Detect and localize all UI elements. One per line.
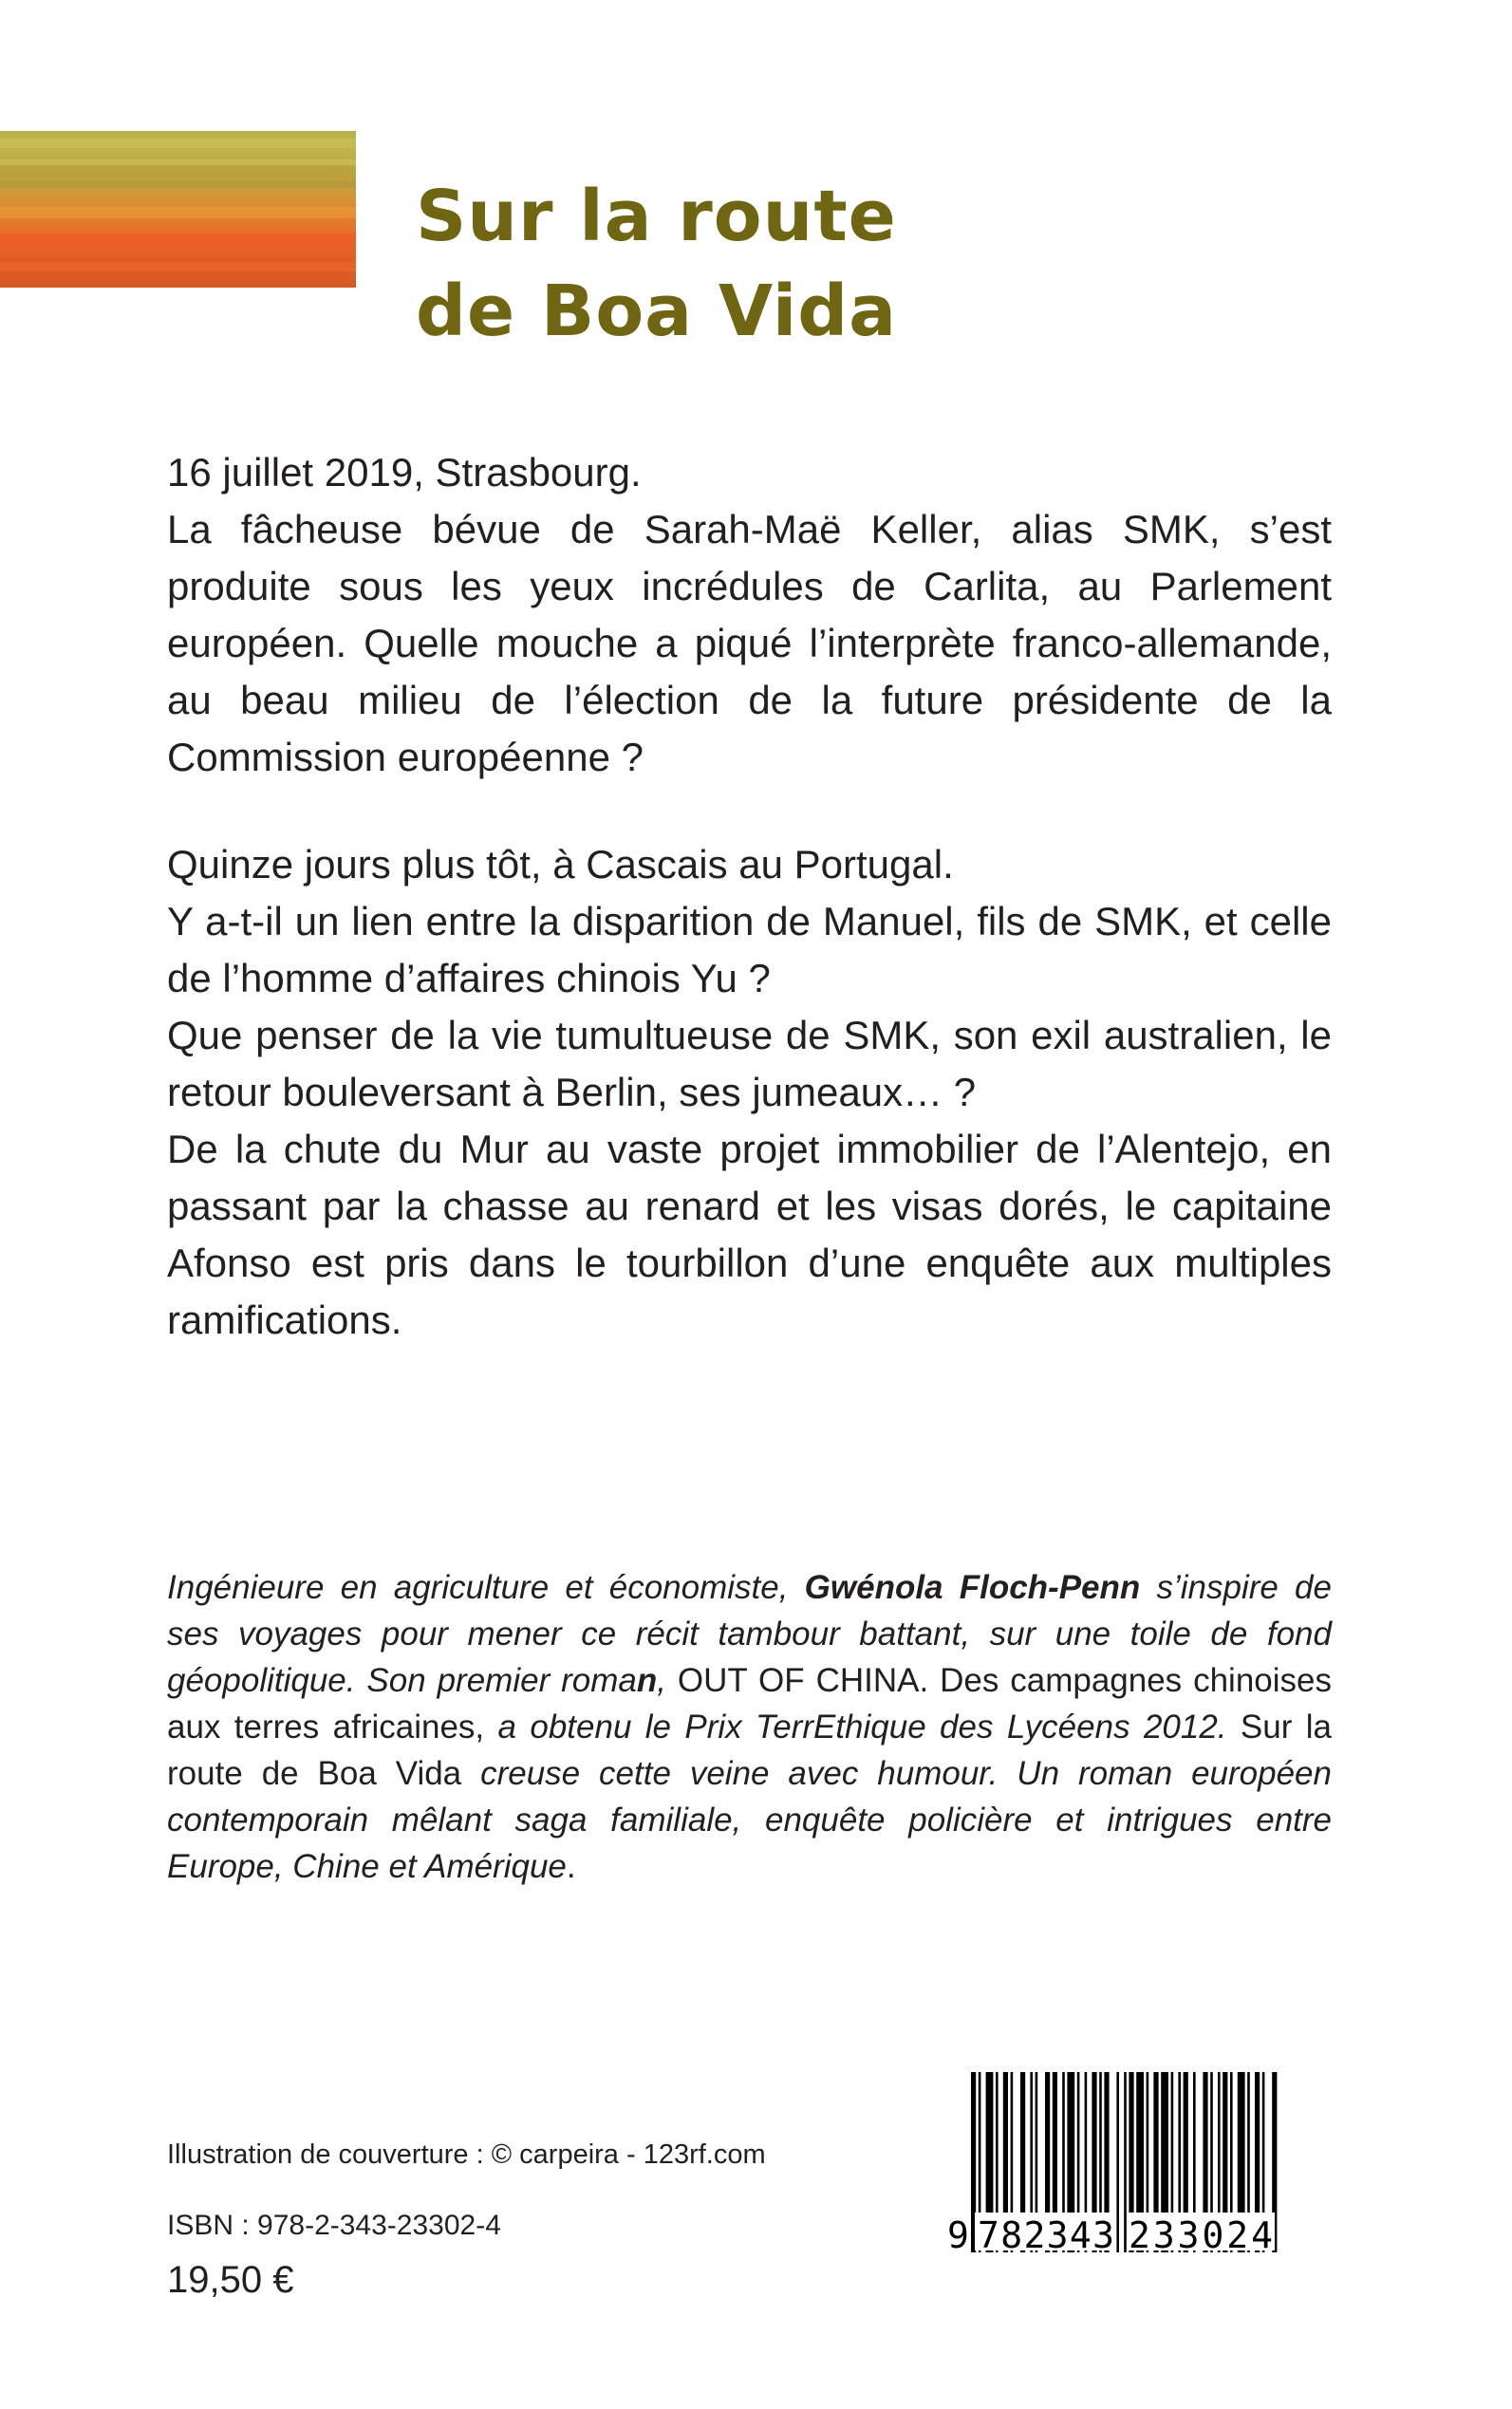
price: 19,50 € (167, 2259, 294, 2301)
synopsis-p1-line-1: 16 juillet 2019, Strasbourg. (167, 450, 642, 495)
barcode-digits-right: 233024 (1129, 2214, 1273, 2256)
synopsis-p2-line-3: Que penser de la vie tumultueuse de SMK, son exil australien, le retour bouleversant à Berlin, ses jumeaux… ? (167, 1013, 1332, 1114)
illustration-credits: Illustration de couverture : © carpeira - 123rf.com (167, 2139, 766, 2170)
bio-part-2c: , (657, 1662, 666, 1699)
isbn: ISBN : 978-2-343-23302-4 (167, 2210, 501, 2241)
bio-part-4: creuse cette veine avec humour. Un roman européen contemporain mêlant saga familiale, enquête policière et intrigues entre Europe, Chine et Amérique (167, 1755, 1332, 1885)
book-title-line-2: de Boa Vida (416, 270, 898, 352)
barcode (940, 2072, 1333, 2276)
bio-author-name: Gwénola Floch-Penn (804, 1569, 1141, 1606)
bio-book-1: OUT OF CHINA. Des campagnes chinoises aux terres africaines, (167, 1662, 1333, 1746)
cover-field-image (0, 131, 356, 288)
synopsis-paragraph-2 (167, 836, 1332, 1349)
synopsis-p2-line-4: De la chute du Mur au vaste projet immobilier de l’Alentejo, en passant par la chasse au renard et les visas dorés, le capitaine Afonso est pris dans le tourbillon d’une enquête aux multiples ramifications. (167, 1127, 1332, 1342)
bio-part-2: s’inspire de ses voyages pour mener ce récit tambour battant, sur une toile de fond géopolitique. Son premier roma (167, 1569, 1332, 1699)
book-title (416, 169, 1270, 359)
synopsis-paragraph-1 (167, 444, 1332, 786)
bio-book-2: Sur la route de Boa Vida (167, 1709, 1332, 1792)
bio-part-3: a obtenu le Prix TerrEthique des Lycéens 2012. (484, 1709, 1227, 1746)
bio-part-5: . (566, 1848, 576, 1885)
barcode-digits-left: 782343 (978, 2214, 1114, 2256)
synopsis-p2-line-1: Quinze jours plus tôt, à Cascais au Portugal. (167, 842, 954, 887)
bio-part-1: Ingénieure en agriculture et économiste, (167, 1569, 805, 1606)
author-bio (167, 1564, 1332, 1890)
synopsis-p2-line-2: Y a-t-il un lien entre la disparition de Manuel, fils de SMK, et celle de l’homme d’affaires chinois Yu ? (167, 899, 1332, 1000)
barcode-first-digit: 9 (947, 2214, 969, 2256)
synopsis-p1-text: La fâcheuse bévue de Sarah-Maë Keller, alias SMK, s’est produite sous les yeux incrédules de Carlita, au Parlement européen. Quelle mouche a piqué l’interprète franco-allemande, au beau milieu de l’élection de la future présidente de la Commission européenne ? (167, 507, 1332, 779)
bio-part-2b: n (636, 1662, 658, 1699)
book-title-line-1: Sur la route (416, 175, 897, 257)
